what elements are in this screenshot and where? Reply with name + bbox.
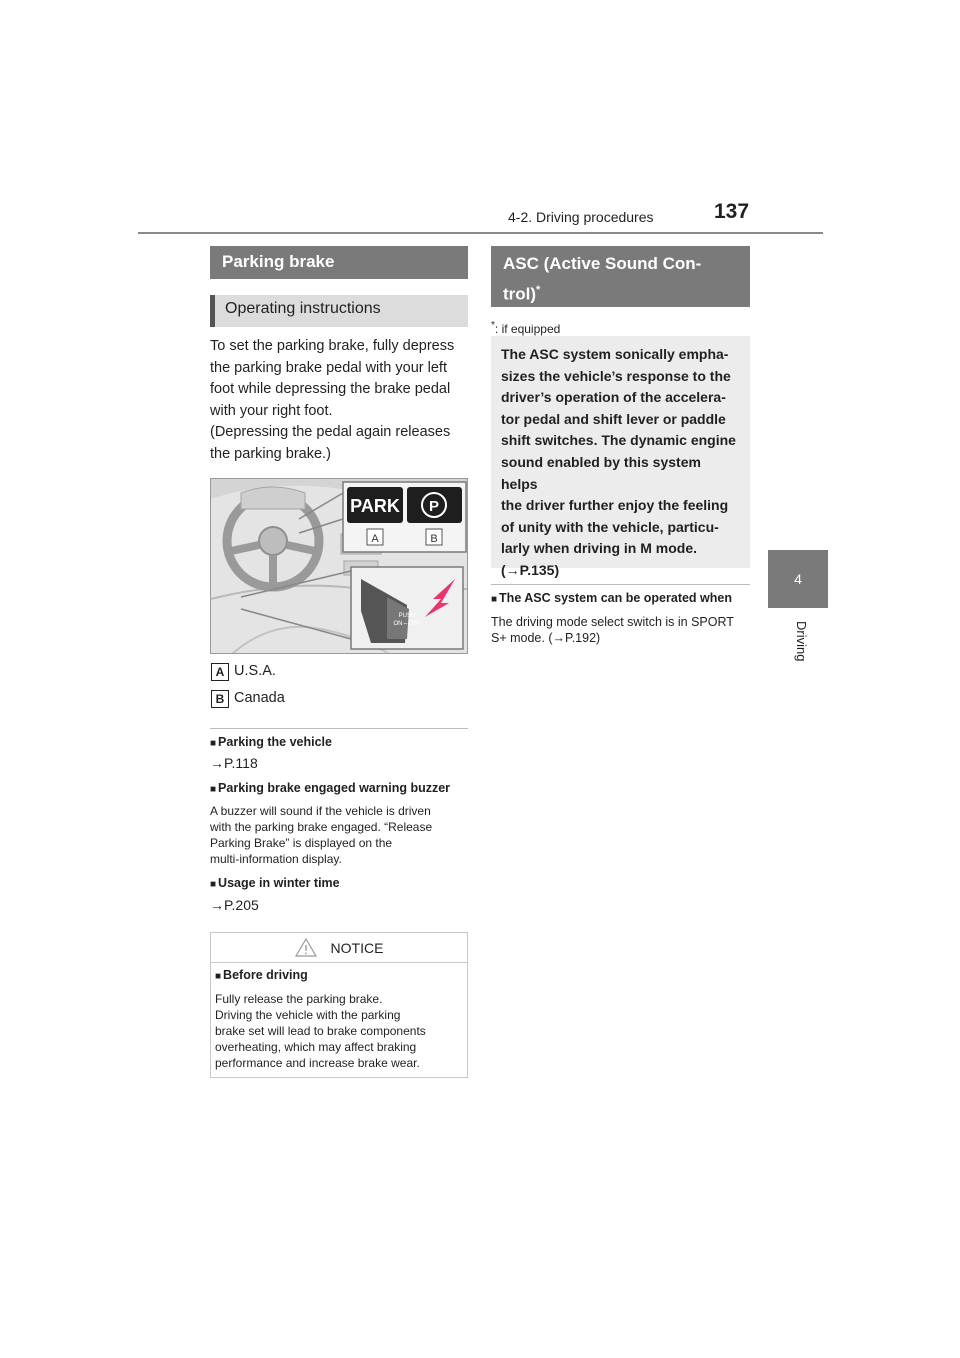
notice-header (211, 933, 467, 963)
square-bullet-icon: ■ (491, 594, 498, 605)
asc-line: shift switches. The dynamic engine (501, 432, 736, 449)
park-indicator-text: PARK (350, 496, 400, 516)
operating-instructions-subheading (210, 295, 468, 327)
asc-line: sizes the vehicle’s response to the (501, 367, 731, 384)
asc-heading-line2: trol)* (503, 284, 541, 304)
square-bullet-icon: ■ (210, 738, 217, 749)
marker-a: A (211, 663, 229, 681)
asc-heading-line1: ASC (Active Sound Con- (503, 254, 702, 273)
footnote (491, 318, 560, 337)
asc-note-body (491, 614, 753, 646)
asc-note-line: S+ mode. (→P.192) (491, 631, 601, 645)
asc-line: tor pedal and shift lever or paddle (501, 410, 726, 427)
asc-note-title: ■ The ASC system can be operated when (491, 591, 732, 605)
intro-line: the parking brake pedal with your left (210, 359, 447, 376)
notice-line: overheating, which may affect braking (215, 1040, 417, 1054)
square-bullet-icon: ■ (215, 971, 222, 982)
note-title-parking: ■ Parking the vehicle (210, 735, 332, 749)
notice-line: brake set will lead to brake components (215, 1024, 426, 1038)
parking-brake-heading-text: Parking brake (222, 252, 335, 271)
asc-heading (491, 246, 750, 307)
parking-brake-intro (210, 336, 468, 465)
buzzer-text (210, 803, 472, 867)
header-rule (138, 232, 823, 234)
note-title-buzzer: ■ Parking brake engaged warning buzzer (210, 781, 451, 795)
intro-line: with your right foot. (210, 402, 333, 419)
intro-line: To set the parking brake, fully depress (210, 338, 455, 354)
asc-line: driver’s operation of the accelera- (501, 389, 726, 406)
asc-line: The ASC system sonically empha- (501, 346, 729, 362)
footnote-mark: * (491, 320, 495, 331)
notes-rule (210, 728, 468, 729)
parking-brake-figure (210, 478, 468, 654)
buzzer-line: Parking Brake” is displayed on the (210, 836, 393, 850)
notice-body (215, 991, 467, 1071)
note-title-winter: ■ Usage in winter time (210, 876, 340, 890)
intro-line: (Depressing the pedal again releases (210, 424, 451, 440)
page-number: 137 (714, 200, 750, 223)
ref-parking[interactable]: →P.118 (210, 755, 258, 771)
svg-text:P: P (428, 498, 440, 515)
asc-description-box (491, 336, 750, 578)
asc-line: of unity with the vehicle, particu- (501, 518, 719, 535)
legend-canada: Canada (234, 690, 285, 706)
marker-b: B (211, 690, 229, 708)
square-bullet-icon: ■ (210, 879, 217, 890)
notice-subtitle: ■ Before driving (215, 968, 308, 982)
figure-label-a: A (371, 533, 379, 545)
ref-winter[interactable]: →P.205 (210, 897, 259, 913)
chapter-tab: 4 (768, 550, 828, 608)
legend-usa: U.S.A. (234, 663, 276, 679)
footnote-text: : if equipped (494, 322, 561, 336)
asc-note-line: The driving mode select switch is in SPORT (491, 615, 734, 629)
notice-title: NOTICE (330, 939, 384, 956)
notice-line: Driving the vehicle with the parking (215, 1008, 401, 1022)
pedal-text-onoff: ON⇔OFF (393, 621, 421, 627)
notice-line: performance and increase brake wear. (215, 1056, 420, 1070)
intro-line: the parking brake.) (210, 445, 331, 462)
square-bullet-icon: ■ (210, 784, 217, 795)
intro-line: foot while depressing the brake pedal (210, 381, 451, 397)
pedal-text-push: PUSH (398, 613, 416, 619)
section-title: 4-2. Driving procedures (508, 209, 654, 225)
dashboard-illustration (211, 479, 468, 654)
buzzer-line: multi-information display. (210, 852, 342, 866)
subheading-text: Operating instructions (225, 300, 381, 317)
notice-box (210, 932, 468, 1078)
chapter-label: Driving (794, 621, 809, 662)
asc-line: (→P.135) (501, 561, 560, 578)
buzzer-line: A buzzer will sound if the vehicle is driven (210, 804, 431, 818)
asc-line: sound enabled by this system helps (501, 453, 701, 492)
asc-line: larly when driving in M mode. (501, 540, 698, 557)
figure-label-b: B (430, 533, 438, 545)
buzzer-line: with the parking brake engaged. “Release (210, 820, 433, 834)
asc-line: the driver further enjoy the feeling (501, 497, 729, 514)
parking-brake-heading (210, 246, 468, 279)
asc-notes-rule (491, 584, 750, 585)
asc-heading-mark: * (536, 284, 541, 296)
notice-line: Fully release the parking brake. (215, 992, 383, 1006)
warning-triangle-icon (295, 938, 317, 957)
